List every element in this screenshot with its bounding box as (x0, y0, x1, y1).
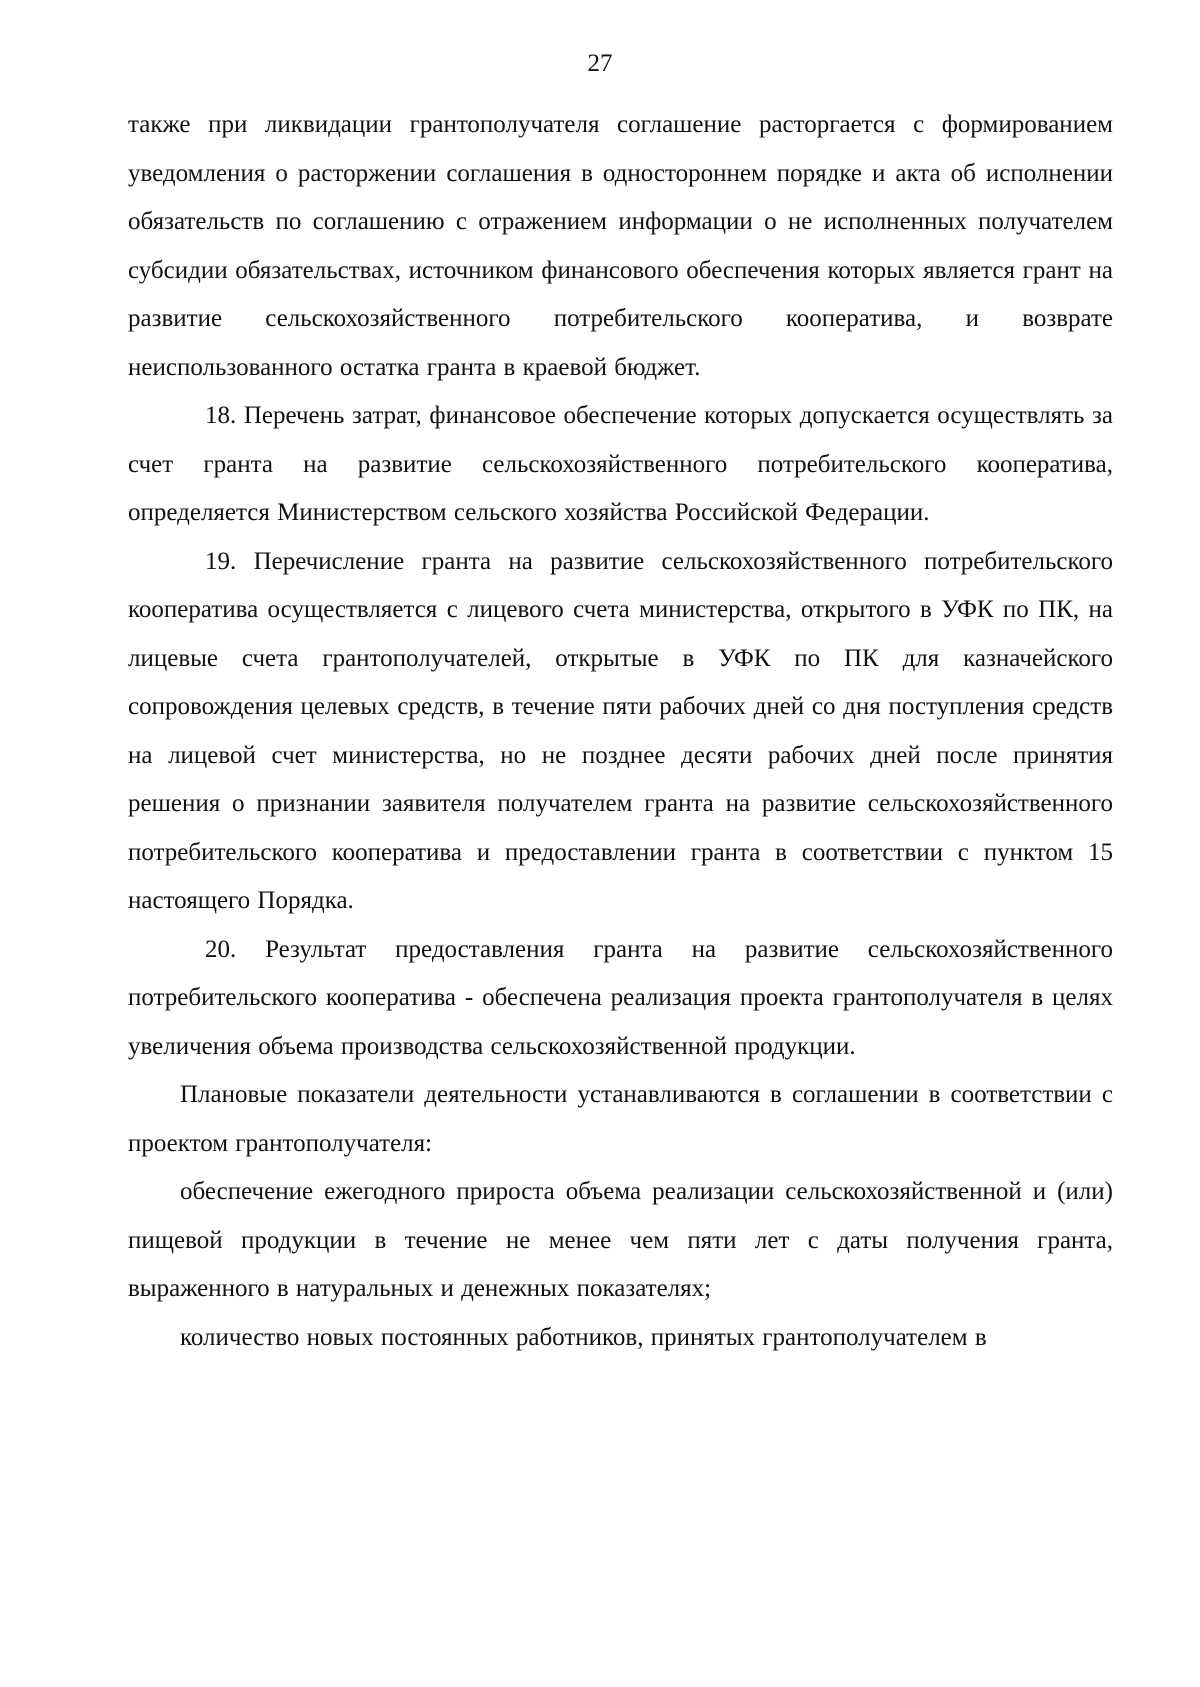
paragraph-indicator-new-employees: количество новых постоянных работников, принятых грантополучателем в (180, 1323, 987, 1351)
paragraph-item-19: 19. Перечисление гранта на развитие сельскохозяйственного потребительского кооператива осуществляется с лицевого счета министерства, открытого в УФК по ПК, на лицевые счета грантополучателей, открытые в УФК по ПК для казначейского сопровождения целевых средств, в течение пяти рабочих дней со дня поступления средств на лицевой счет министерства, но не позднее десяти рабочих дней после принятия решения о признании заявителя получателем гранта на развитие сельскохозяйственного потребительского кооператива и предоставлении гранта в соответствии с пунктом 15 настоящего Порядка. (128, 547, 1113, 914)
paragraph-item-20: 20. Результат предоставления гранта на развитие сельскохозяйственного потребительского кооператива - обеспечена реализация проекта грантополучателя в целях увеличения объема производства сельскохозяйственной продукции. (128, 935, 1113, 1060)
document-body (128, 101, 1113, 1362)
paragraph-item-18: 18. Перечень затрат, финансовое обеспечение которых допускается осуществлять за счет гранта на развитие сельскохозяйственного потребительского кооператива, определяется Министерством сельского хозяйства Российской Федерации. (128, 402, 1113, 526)
page-number: 27 (587, 50, 613, 77)
paragraph-indicator-sales-growth: обеспечение ежегодного прироста объема реализации сельскохозяйственной и (или) пищевой продукции в течение не менее чем пяти лет с даты получения гранта, выраженного в натуральных и денежных показателях; (128, 1178, 1113, 1302)
paragraph-continuation: также при ликвидации грантополучателя соглашение расторгается с формированием уведомления о расторжении соглашения в одностороннем порядке и акта об исполнении обязательств по соглашению с отражением информации о не исполненных получателем субсидии обязательствах, источником финансового обеспечения которых является грант на развитие сельскохозяйственного потребительского кооператива, и возврате неиспользованного остатка гранта в краевой бюджет. (128, 111, 1113, 381)
paragraph-planned-indicators: Плановые показатели деятельности устанавливаются в соглашении в соответствии с проектом грантополучателя: (128, 1081, 1113, 1157)
